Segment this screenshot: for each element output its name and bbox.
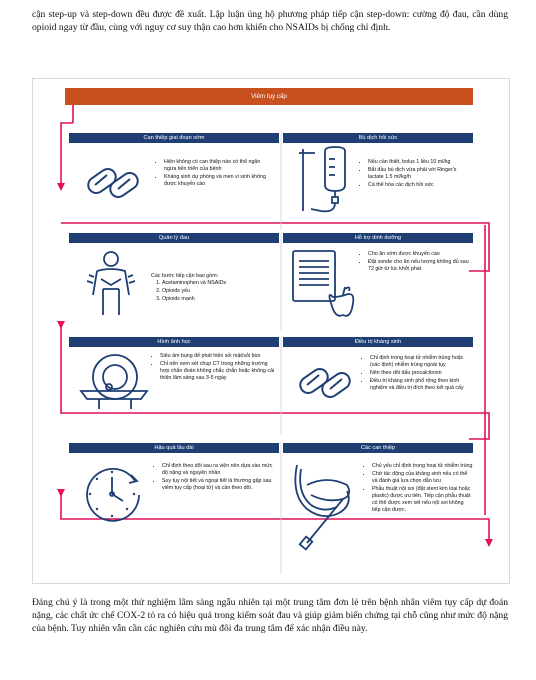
nutrition-bullet: • Đặt sonde cho ăn nếu lượng không đủ sau 72 giờ từ lúc khởi phát [368,259,473,273]
early-bullet: • Kháng sinh dự phòng và men vi sinh không được khuyến cáo [164,174,273,188]
header-interventions: Các can thiệp [283,443,473,453]
iv-bag-icon [295,145,357,215]
followup-bullet: • Suy tụy nội tiết và ngoại tiết là thường gặp sau viêm tụy cấp (hoại tử) và cần theo dõi. [162,478,275,492]
antibiotics-bullet: • Điều trị kháng sinh phổ rộng theo kinh nghiệm và điều trị đích theo kết quả cấy [370,378,473,392]
antibiotics-bullet: • Nên theo dõi dấu procalcitonin [370,370,473,377]
nutrition-bullet: • Cho ăn sớm được khuyến cáo [368,251,473,258]
header-imaging: Hình ảnh học [69,337,279,347]
pain-intro: Các bước tiếp cận bao gồm: [151,273,219,279]
interventions-bullet: • Phẫu thuật nội soi (đặt stent kim loại hoặc plastic) được ưu tiên. Tiếp cận phẫu thuật có thể được xem xét nếu nội soi không tiếp cận được. [372,486,473,514]
imaging-bullet: • Siêu âm bụng để phát hiện sỏi mật/sỏi bùn [160,353,275,360]
header-antibiotics: Điều trị kháng sinh [283,337,473,347]
followup-bullet: • Chỉ định theo dõi sau ra viện nên dựa vào mức độ nặng và nguyên nhân [162,463,275,477]
header-pain-management: Quản lý đau [69,233,279,243]
endoscope-icon [287,455,359,551]
fluid-resuscitation-list [359,159,473,190]
pain-step: 3. Opioids mạnh [162,296,275,303]
paragraph-top: cận step-up và step-down đều được đề xuất. Lập luận ủng hộ phương pháp tiếp cận step-down: cường độ đau, cần dùng opioid ngay từ đầu, cùng với nguy cơ suy thận cao hơn khiến cho NSAIDs bị chống chỉ định. [32,9,508,33]
ct-scanner-icon [79,351,149,411]
fluids-bullet: • Nếu cần thiết, bolus 1 liều 10 ml/kg [368,159,473,166]
capsule-icon [295,355,357,411]
interventions-bullet: • Chờ tác động của kháng sinh nếu có thể và đánh giá lựa chọn dẫn lưu [372,471,473,485]
header-early-intervention: Can thiệp giai đoạn sớm [69,133,279,143]
nutrition-icon [287,245,355,321]
header-long-term: Hậu quả lâu dài [69,443,279,453]
antibiotics-list [361,355,473,393]
pain-management-text [151,273,275,304]
acute-pancreatitis-figure [32,78,510,584]
header-fluid-resuscitation: Bù dịch hồi sức [283,133,473,143]
early-bullet: • Hiện không có can thiệp nào có thể ngăn ngừa tiến triển của bệnh [164,159,273,173]
nutrition-support-list [359,251,473,274]
fluids-bullet: • Cá thể hóa các dịch hồi sức [368,182,473,189]
pain-step: 1. Acetaminophen và NSAIDs [162,280,275,287]
clock-icon [79,461,145,527]
person-pain-icon [83,249,139,319]
antibiotics-bullet: • Chỉ định trong hoại tử nhiễm trùng hoặc (xác định) nhiễm trùng ngoài tụy [370,355,473,369]
early-intervention-list [155,159,273,189]
paragraph-bottom: Đáng chú ý là trong một thử nghiệm lâm sàng ngẫu nhiên tại một trung tâm đơn lẻ trên bệnh nhân viêm tụy cấp dự đoán nặng, các chất ức chế COX-2 tỏ ra có hiệu quả trong kiểm soát đau và giúp giảm biến chứng tại chỗ cũng như mức độ nặng của bệnh. Tuy nhiên vẫn cần các nghiên cứu mù đôi đa trung tâm để xác nhận điều này. [32,597,508,634]
capsule-icon [83,155,145,211]
interventions-bullet: • Chủ yếu chỉ định trong hoại tử nhiễm trùng [372,463,473,470]
imaging-bullet: • Chỉ nên xem xét chụp CT trong những trường hợp chẩn đoán không chắc chắn hoặc không cải thiện lâm sàng sau 3-5 ngày [160,361,275,382]
imaging-list [151,353,275,383]
figure-title: Viêm tụy cấp [65,88,473,105]
pain-step: 2. Opioids yếu [162,288,275,295]
long-term-list [153,463,275,493]
header-nutrition-support: Hỗ trợ dinh dưỡng [283,233,473,243]
fluids-bullet: • Bắt đầu bù dịch vừa phải với Ringer's lactate 1.5 ml/kg/h [368,167,473,181]
interventions-list [363,463,473,515]
